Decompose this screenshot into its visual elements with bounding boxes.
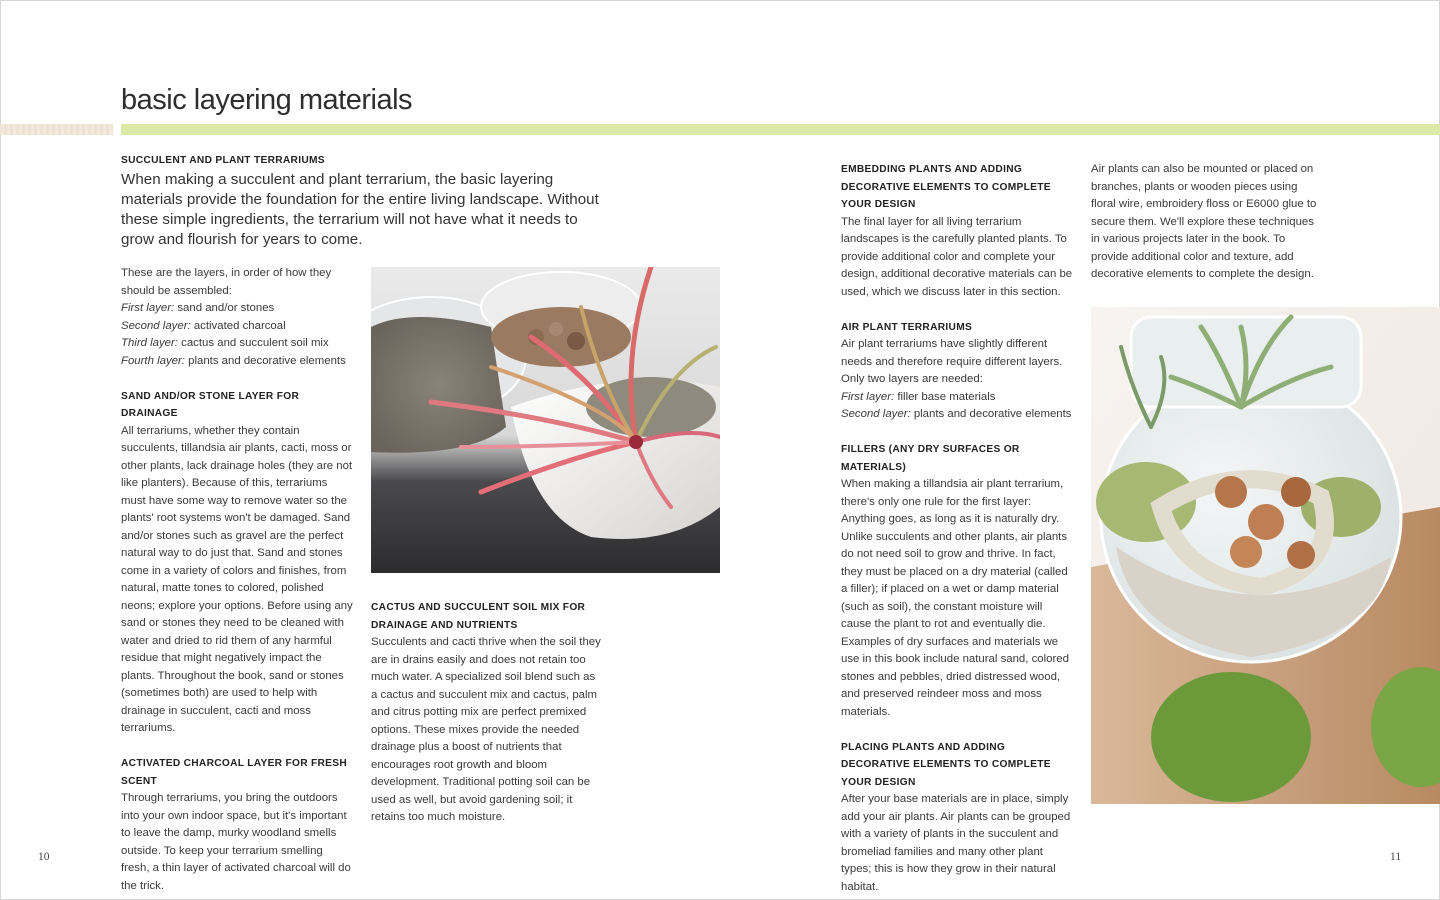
layer-text: plants and decorative elements bbox=[184, 354, 346, 367]
layer-label: Second layer: bbox=[841, 408, 911, 420]
layer-label: Fourth layer: bbox=[121, 354, 185, 367]
decorative-rule-left bbox=[0, 124, 113, 135]
layer-item bbox=[121, 335, 353, 353]
section-heading-charcoal: ACTIVATED CHARCOAL LAYER FOR FRESH SCENT bbox=[121, 758, 348, 787]
layer-label: First layer: bbox=[121, 302, 175, 314]
layer-text: plants and decorative elements bbox=[910, 408, 1072, 420]
layer-item bbox=[121, 318, 353, 336]
layer-label: First layer: bbox=[841, 390, 895, 403]
section-heading-placing: PLACING PLANTS AND ADDING DECORATIVE ELEMENTS TO COMPLETE YOUR DESIGN bbox=[841, 741, 1051, 788]
mounting-text: Air plants can also be mounted or placed on branches, plants or wooden pieces using floral wire, embroidery floss or E6000 glue to secure them. We'll explore these techniques in various projects later in the book. To provide additional color and texture, add decorative elements to complete the design. bbox=[1091, 163, 1317, 280]
placing-section-body: After your base materials are in place, simply add your air plants. Air plants can be grouped with a variety of plants in the succulent and bromeliad families and many other plant types; this is how they grow in their natural habitat. bbox=[841, 793, 1071, 893]
photo-air-plant-bowl bbox=[371, 267, 720, 573]
section-heading-succulent: SUCCULENT AND PLANT TERRARIUMS bbox=[121, 155, 325, 166]
air-plant-bowl-image bbox=[371, 267, 720, 573]
air-layer-item bbox=[841, 389, 1073, 407]
left-column bbox=[121, 265, 353, 895]
layers-intro-text: These are the layers, in order of how they should be assembled: bbox=[121, 267, 332, 297]
sand-section-body: All terrariums, whether they contain succulents, tillandsia air plants, cacti, moss or other plants, lack drainage holes (they are not like planters). Because of this, terrariums must have some way to remove water so the plants' root systems won't be damaged. Sand and/or stones such as gravel are the perfect natural way to do just that. Sand and stones come in a variety of colors and finishes, from natural, matte tones to colored, polished neons; explore your options. Before using any sand or stones they need to be cleaned with water and dried to rid them of any harmful residue that might negatively impact the plants. Throughout the book, sand or stones (sometimes both) are used to help with drainage in succulent, cacti and moss terrariums. bbox=[121, 424, 353, 734]
layer-label: Second layer: bbox=[121, 319, 191, 332]
layer-item bbox=[121, 300, 353, 318]
air-section-body: Air plant terrariums have slightly different needs and therefore require different layers. Only two layers are needed: bbox=[841, 338, 1063, 385]
intro-block bbox=[121, 152, 611, 250]
intro-lead-paragraph: When making a succulent and plant terrarium, the basic layering materials provide the foundation for the entire living landscape. Without these simple ingredients, the terrarium will not have what it needs to grow and flourish for years to come. bbox=[121, 170, 599, 248]
middle-column bbox=[371, 599, 603, 827]
layer-text: activated charcoal bbox=[190, 319, 286, 332]
embedding-section-body: The final layer for all living terrarium landscapes is the carefully planted plants. To provide additional color and complete your design, additional decorative materials can be used, which we discuss later in this section. bbox=[841, 215, 1073, 298]
page-number-right: 11 bbox=[1390, 851, 1402, 863]
layer-text: cactus and succulent soil mix bbox=[177, 337, 329, 349]
glass-jar-terrarium-image bbox=[1091, 307, 1440, 804]
section-heading-embedding: EMBEDDING PLANTS AND ADDING DECORATIVE ELEMENTS TO COMPLETE YOUR DESIGN bbox=[841, 164, 1051, 210]
fillers-section-body: When making a tillandsia air plant terrarium, there's only one rule for the first layer: Anything goes, as long as it is naturally dry. Unlike succulents and other plants, air plants do not need soil to grow and thrive. In fact, they must be placed on a dry material (called a filler); if placed on a wet or damp material (such as soil), the constant moisture will cause the plant to rot and eventually die. Examples of dry surfaces and materials we use in this book include natural sand, colored stones and pebbles, dried distressed wood, and preserved reindeer moss and moss materials. bbox=[841, 478, 1069, 718]
section-heading-fillers: FILLERS (ANY DRY SURFACES OR MATERIALS) bbox=[841, 444, 1020, 473]
section-heading-soil: CACTUS AND SUCCULENT SOIL MIX FOR DRAINAGE AND NUTRIENTS bbox=[371, 602, 586, 631]
charcoal-section-body: Through terrariums, you bring the outdoors into your own indoor space, but it's important to leave the damp, murky woodland smells outside. To keep your terrarium smelling fresh, a thin layer of activated charcoal will do the trick. bbox=[121, 792, 351, 892]
layer-text: filler base materials bbox=[894, 390, 996, 403]
page-number-left: 10 bbox=[38, 851, 50, 863]
layer-label: Third layer: bbox=[121, 337, 178, 349]
soil-section-body: Succulents and cacti thrive when the soil they are in drains easily and does not retain too much water. A specialized soil blend such as a cactus and succulent mix and cactus, palm and citrus potting mix are perfect premixed options. These mixes provide the needed drainage plus a boost of nutrients that encourages root growth and bloom development. Traditional potting soil can be used as well, but avoid gardening soil; it retains too much moisture. bbox=[371, 636, 601, 823]
page-title: basic layering materials bbox=[121, 84, 413, 116]
photo-glass-jar-terrarium bbox=[1091, 307, 1440, 804]
right-column-1 bbox=[841, 161, 1073, 896]
layer-text: sand and/or stones bbox=[174, 302, 275, 314]
right-column-2 bbox=[1091, 161, 1323, 284]
section-heading-air-plant: AIR PLANT TERRARIUMS bbox=[841, 321, 973, 333]
section-heading-sand: SAND AND/OR STONE LAYER FOR DRAINAGE bbox=[121, 390, 300, 419]
air-layer-item bbox=[841, 406, 1073, 424]
layer-item bbox=[121, 353, 353, 371]
decorative-rule-green bbox=[121, 124, 1440, 135]
